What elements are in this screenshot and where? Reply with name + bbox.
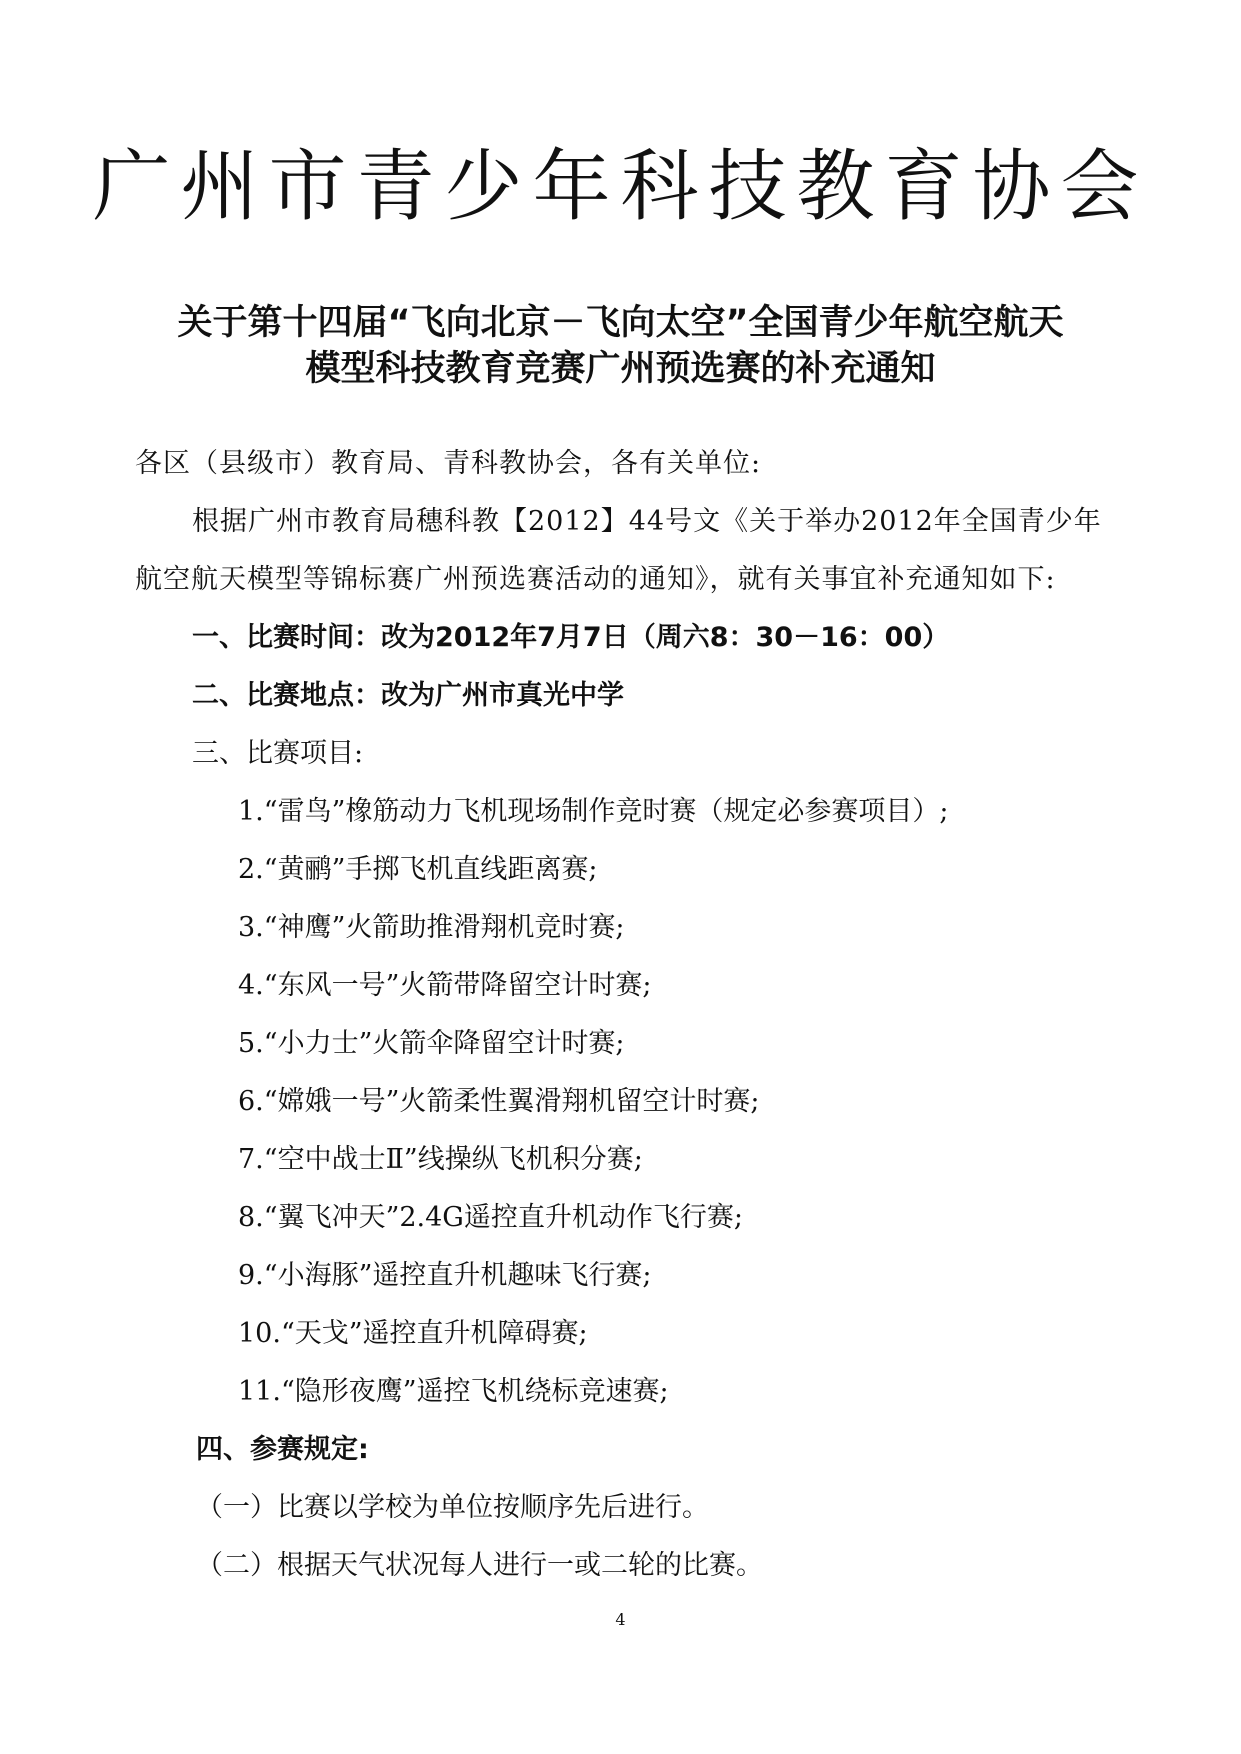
- intro-paragraph-line-1: 根据广州市教育局穗科教【2012】44号文《关于举办2012年全国青少年: [192, 506, 1102, 537]
- section-rules-heading: 四、参赛规定:: [196, 1434, 369, 1465]
- salutation: 各区（县级市）教育局、青科教协会，各有关单位:: [135, 448, 762, 479]
- section-competition-venue: 二、比赛地点：改为广州市真光中学: [192, 680, 624, 711]
- list-item: 7.“空中战士Ⅱ”线操纵飞机积分赛;: [238, 1144, 643, 1175]
- page-number: 4: [615, 1610, 626, 1629]
- intro-paragraph-line-2: 航空航天模型等锦标赛广州预选赛活动的通知》，就有关事宜补充通知如下:: [135, 564, 1056, 595]
- list-item: 10.“天戈”遥控直升机障碍赛;: [238, 1318, 588, 1349]
- organization-title: 广州市青少年科技教育协会: [92, 142, 1149, 232]
- list-item: 8.“翼飞冲天”2.4G遥控直升机动作飞行赛;: [238, 1202, 743, 1233]
- list-item: 9.“小海豚”遥控直升机趣味飞行赛;: [238, 1260, 652, 1291]
- rule-item: （一）比赛以学校为单位按顺序先后进行。: [196, 1492, 709, 1523]
- notice-title-line-2: 模型科技教育竞赛广州预选赛的补充通知: [305, 349, 936, 389]
- list-item: 3.“神鹰”火箭助推滑翔机竞时赛;: [238, 912, 625, 943]
- list-item: 4.“东风一号”火箭带降留空计时赛;: [238, 970, 652, 1001]
- list-item: 11.“隐形夜鹰”遥控飞机绕标竞速赛;: [238, 1376, 669, 1407]
- section-events-heading: 三、比赛项目:: [192, 738, 364, 769]
- notice-title-line-1: 关于第十四届“飞向北京－飞向太空”全国青少年航空航天: [177, 303, 1064, 343]
- events-list: [238, 795, 948, 1433]
- list-item: 5.“小力士”火箭伞降留空计时赛;: [238, 1028, 625, 1059]
- section-competition-time: 一、比赛时间：改为2012年7月7日（周六8：30－16：00）: [192, 622, 950, 653]
- list-item: 1.“雷鸟”橡筋动力飞机现场制作竞时赛（规定必参赛项目）;: [238, 796, 949, 827]
- list-item: 2.“黄鹂”手掷飞机直线距离赛;: [238, 854, 598, 885]
- rule-item: （二）根据天气状况每人进行一或二轮的比赛。: [196, 1550, 763, 1581]
- list-item: 6.“嫦娥一号”火箭柔性翼滑翔机留空计时赛;: [238, 1086, 760, 1117]
- notice-title: [0, 300, 1241, 392]
